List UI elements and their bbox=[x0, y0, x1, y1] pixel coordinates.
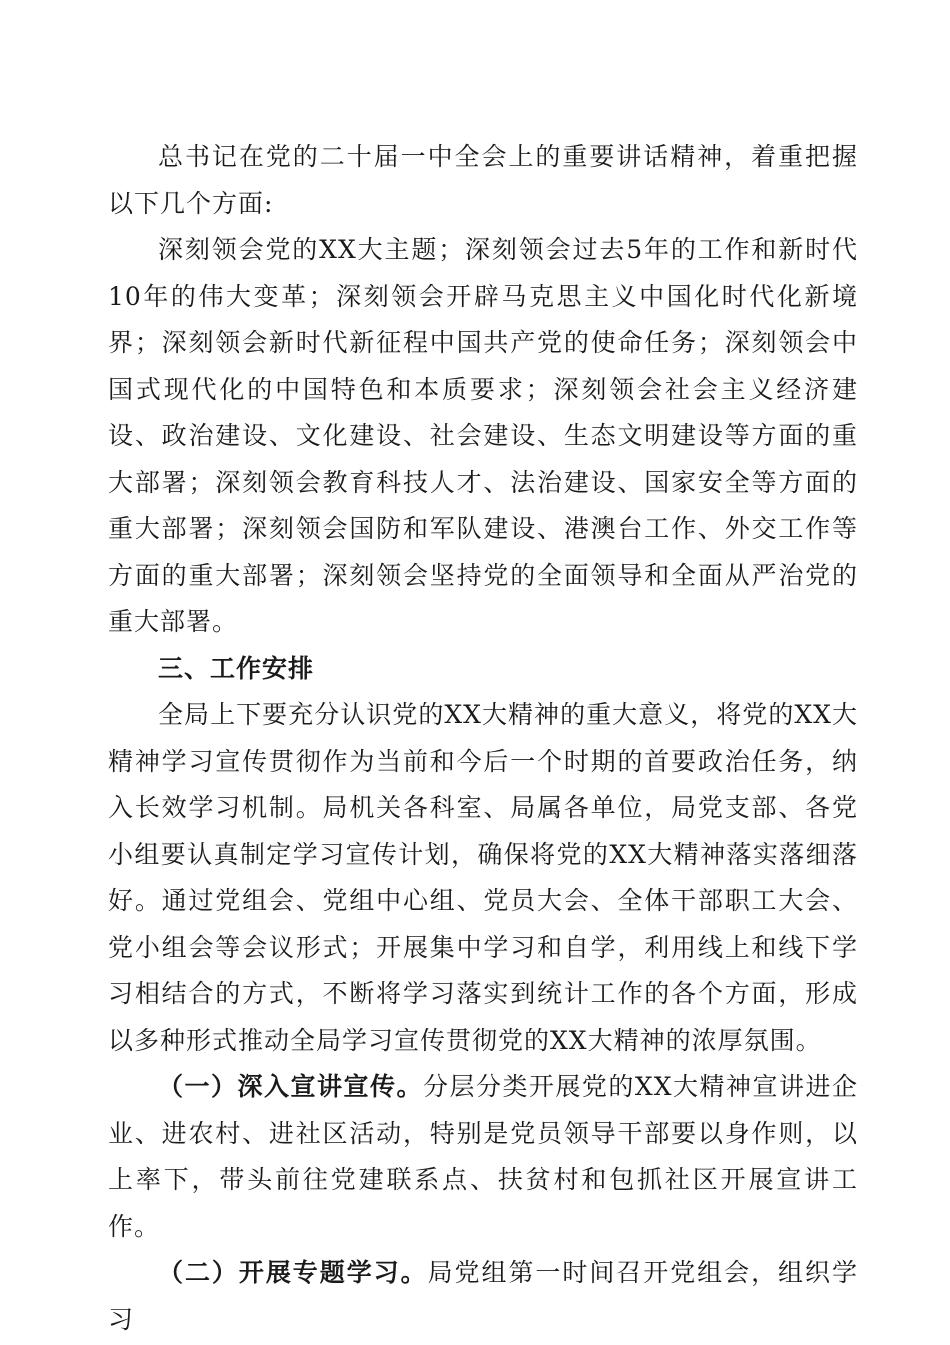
paragraph-work-arrangement: 全局上下要充分认识党的XX大精神的重大意义，将党的XX大精神学习宣传贯彻作为当前和今后一个时期的首要政治任务，纳入长效学习机制。局机关各科室、局属各单位，局党支部、各党小组要认真制定学习宣传计划，确保将党的XX大精神落实落细落好。通过党组会、党组中心组、党员大会、全体干部职工大会、党小组会等会议形式；开展集中学习和自学，利用线上和线下学习相结合的方式，不断将学习落实到统计工作的各个方面，形成以多种形式推动全局学习宣传贯彻党的XX大精神的浓厚氛围。 bbox=[108, 700, 858, 1055]
item-1-title: （一）深入宣讲宣传。 bbox=[158, 1072, 423, 1101]
paragraph-key-points: 深刻领会党的XX大主题；深刻领会过去5年的工作和新时代10年的伟大变革；深刻领会开辟马克思主义中国化时代化新境界；深刻领会新时代新征程中国共产党的使命任务；深刻领会中国式现代化的中国特色和本质要求；深刻领会社会主义经济建设、政治建设、文化建设、社会建设、生态文明建设等方面的重大部署；深刻领会教育科技人才、法治建设、国家安全等方面的重大部署；深刻领会国防和军队建设、港澳台工作、外交工作等方面的重大部署；深刻领会坚持党的全面领导和全面从严治党的重大部署。 bbox=[108, 235, 858, 636]
document-body bbox=[108, 134, 858, 1343]
item-1-text: 分层分类开展党的XX大精神宣讲进企业、进农村、进社区活动，特别是党员领导干部要以身作则，以上率下，带头前往党建联系点、扶贫村和包抓社区开展宣讲工作。 bbox=[108, 1072, 858, 1241]
item-2-paragraph bbox=[108, 1250, 858, 1343]
item-2-text: 局党组第一时间召开党组会，组织学习 bbox=[108, 1258, 858, 1334]
item-2-title: （二）开展专题学习。 bbox=[158, 1258, 428, 1287]
item-1-paragraph bbox=[108, 1064, 858, 1250]
paragraph-intro: 总书记在党的二十届一中全会上的重要讲话精神，着重把握以下几个方面: bbox=[108, 142, 858, 218]
section-heading: 三、工作安排 bbox=[158, 653, 315, 683]
